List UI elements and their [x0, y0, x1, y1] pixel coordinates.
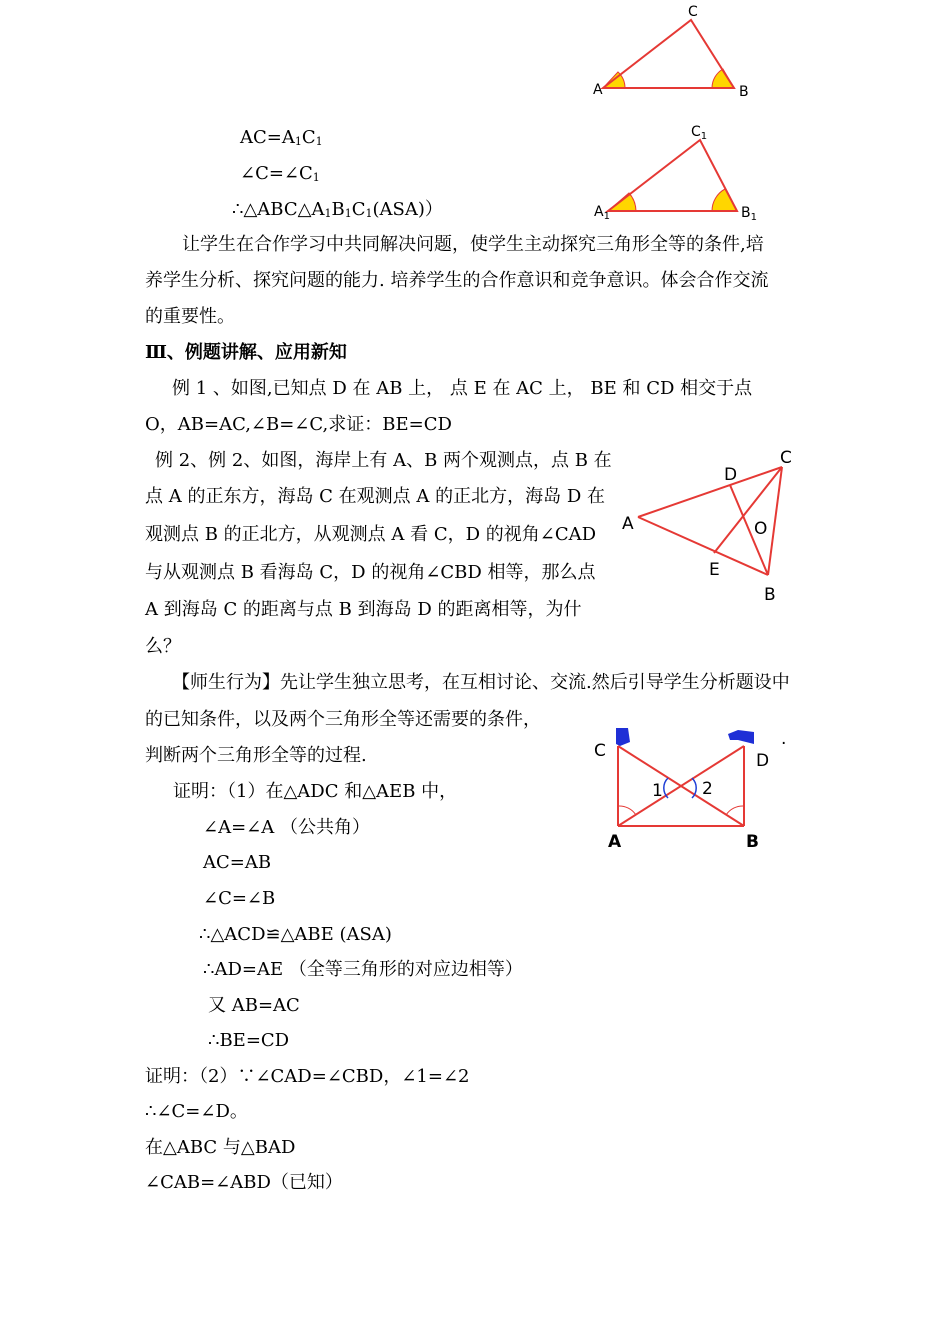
fig1-label-a: A	[593, 82, 603, 98]
fig4-label-dot: ·	[781, 734, 787, 754]
fig3-label-a: A	[622, 514, 634, 534]
example2-line-2: 点 A 的正东方，海岛 C 在观测点 A 的正北方，海岛 D 在	[145, 486, 605, 507]
proof1-line-1: 证明：（1）在△ADC 和△AEB 中，	[173, 781, 458, 802]
fig4-label-1: 1	[652, 781, 663, 801]
teacher-line-2: 的已知条件，以及两个三角形全等还需要的条件，	[145, 709, 541, 730]
example1-figure	[618, 445, 798, 610]
triangle-abc-figure	[590, 0, 760, 105]
island-c-icon	[616, 728, 630, 746]
para-cooperate-line-3: 的重要性。	[145, 306, 235, 327]
fig4-label-b: B	[746, 832, 759, 852]
teacher-line-1: 【师生行为】先让学生独立思考，在互相讨论、交流.然后引导学生分析题设中	[172, 672, 790, 693]
fig4-label-d: D	[756, 751, 770, 771]
angle-mark-b1	[712, 189, 737, 211]
para-cooperate-line-1: 让学生在合作学习中共同解决问题，使学生主动探究三角形全等的条件,培	[182, 234, 764, 255]
proof-line-conclusion: $\therefore\triangle ABC\triangle A_1B_1C_1(ASA)$）	[232, 199, 443, 220]
proof1-line-2: ∠A=∠A （公共角）	[203, 817, 370, 838]
proof2-line-2: ∴∠C=∠D。	[145, 1101, 248, 1122]
fig3-label-o: O	[754, 519, 768, 539]
proof1-line-3: AC=AB	[203, 852, 272, 873]
fig3-label-b: B	[764, 585, 776, 605]
proof1-line-4: ∠C=∠B	[203, 888, 276, 909]
proof2-line-1: 证明：（2）∵∠CAD=∠CBD，∠1=∠2	[145, 1066, 470, 1087]
island-d-icon	[728, 730, 754, 744]
example2-line-3: 观测点 B 的正北方，从观测点 A 看 C，D 的视角∠CAD	[145, 524, 597, 545]
line-a-b	[638, 517, 768, 575]
line-a-c	[638, 467, 782, 517]
fig4-label-c: C	[594, 741, 606, 761]
angle-arc-b	[726, 806, 744, 815]
fig4-label-2: 2	[702, 779, 713, 799]
example2-figure	[588, 720, 793, 855]
angle-arc-a	[618, 806, 636, 815]
fig3-label-c: C	[780, 448, 792, 468]
example2-line-5: A 到海岛 C 的距离与点 B 到海岛 D 的距离相等，为什	[145, 599, 582, 620]
fig2-label-a1: $A_1$	[594, 204, 610, 222]
example1-line-1: 例 1 、如图,已知点 D 在 AB 上， 点 E 在 AC 上， BE 和 CD 相交于点	[172, 378, 753, 399]
example2-line-4: 与从观测点 B 看海岛 C，D 的视角∠CBD 相等，那么点	[145, 562, 596, 583]
triangle-a1b1c1-figure	[590, 118, 765, 223]
proof1-line-5: ∴△ACD≌△ABE (ASA)	[199, 924, 392, 945]
fig4-label-a: A	[608, 832, 622, 852]
fig1-label-b: B	[739, 84, 749, 100]
fig1-label-c: C	[688, 4, 698, 20]
section-heading: Ⅲ、例题讲解、应用新知	[145, 342, 347, 363]
proof-line-angle-c: $\angle C=\angle C_1$	[240, 163, 320, 184]
example1-line-2: O，AB=AC,∠B=∠C,求证：BE=CD	[145, 414, 452, 435]
proof1-line-6: ∴AD=AE （全等三角形的对应边相等）	[203, 959, 523, 980]
fig3-label-d: D	[724, 465, 738, 485]
proof2-line-3: 在△ABC 与△BAD	[145, 1137, 296, 1158]
proof1-line-8: ∴BE=CD	[208, 1030, 290, 1051]
proof1-line-7: 又 AB=AC	[208, 995, 300, 1016]
proof2-line-4: ∠CAB=∠ABD（已知）	[145, 1172, 343, 1193]
fig3-label-e: E	[709, 560, 720, 580]
fig2-label-c1: $C_1$	[691, 124, 708, 142]
para-cooperate-line-2: 养学生分析、探究问题的能力. 培养学生的合作意识和竞争意识。体会合作交流	[145, 270, 769, 291]
fig2-label-b1: $B_1$	[741, 205, 757, 223]
proof-line-ac: $AC=A_1C_1$	[240, 127, 323, 148]
teacher-line-3: 判断两个三角形全等的过程.	[145, 745, 367, 766]
example2-line-6: 么？	[145, 636, 181, 657]
example2-line-1: 例 2、例 2、如图，海岸上有 A、B 两个观测点，点 B 在	[155, 450, 612, 471]
